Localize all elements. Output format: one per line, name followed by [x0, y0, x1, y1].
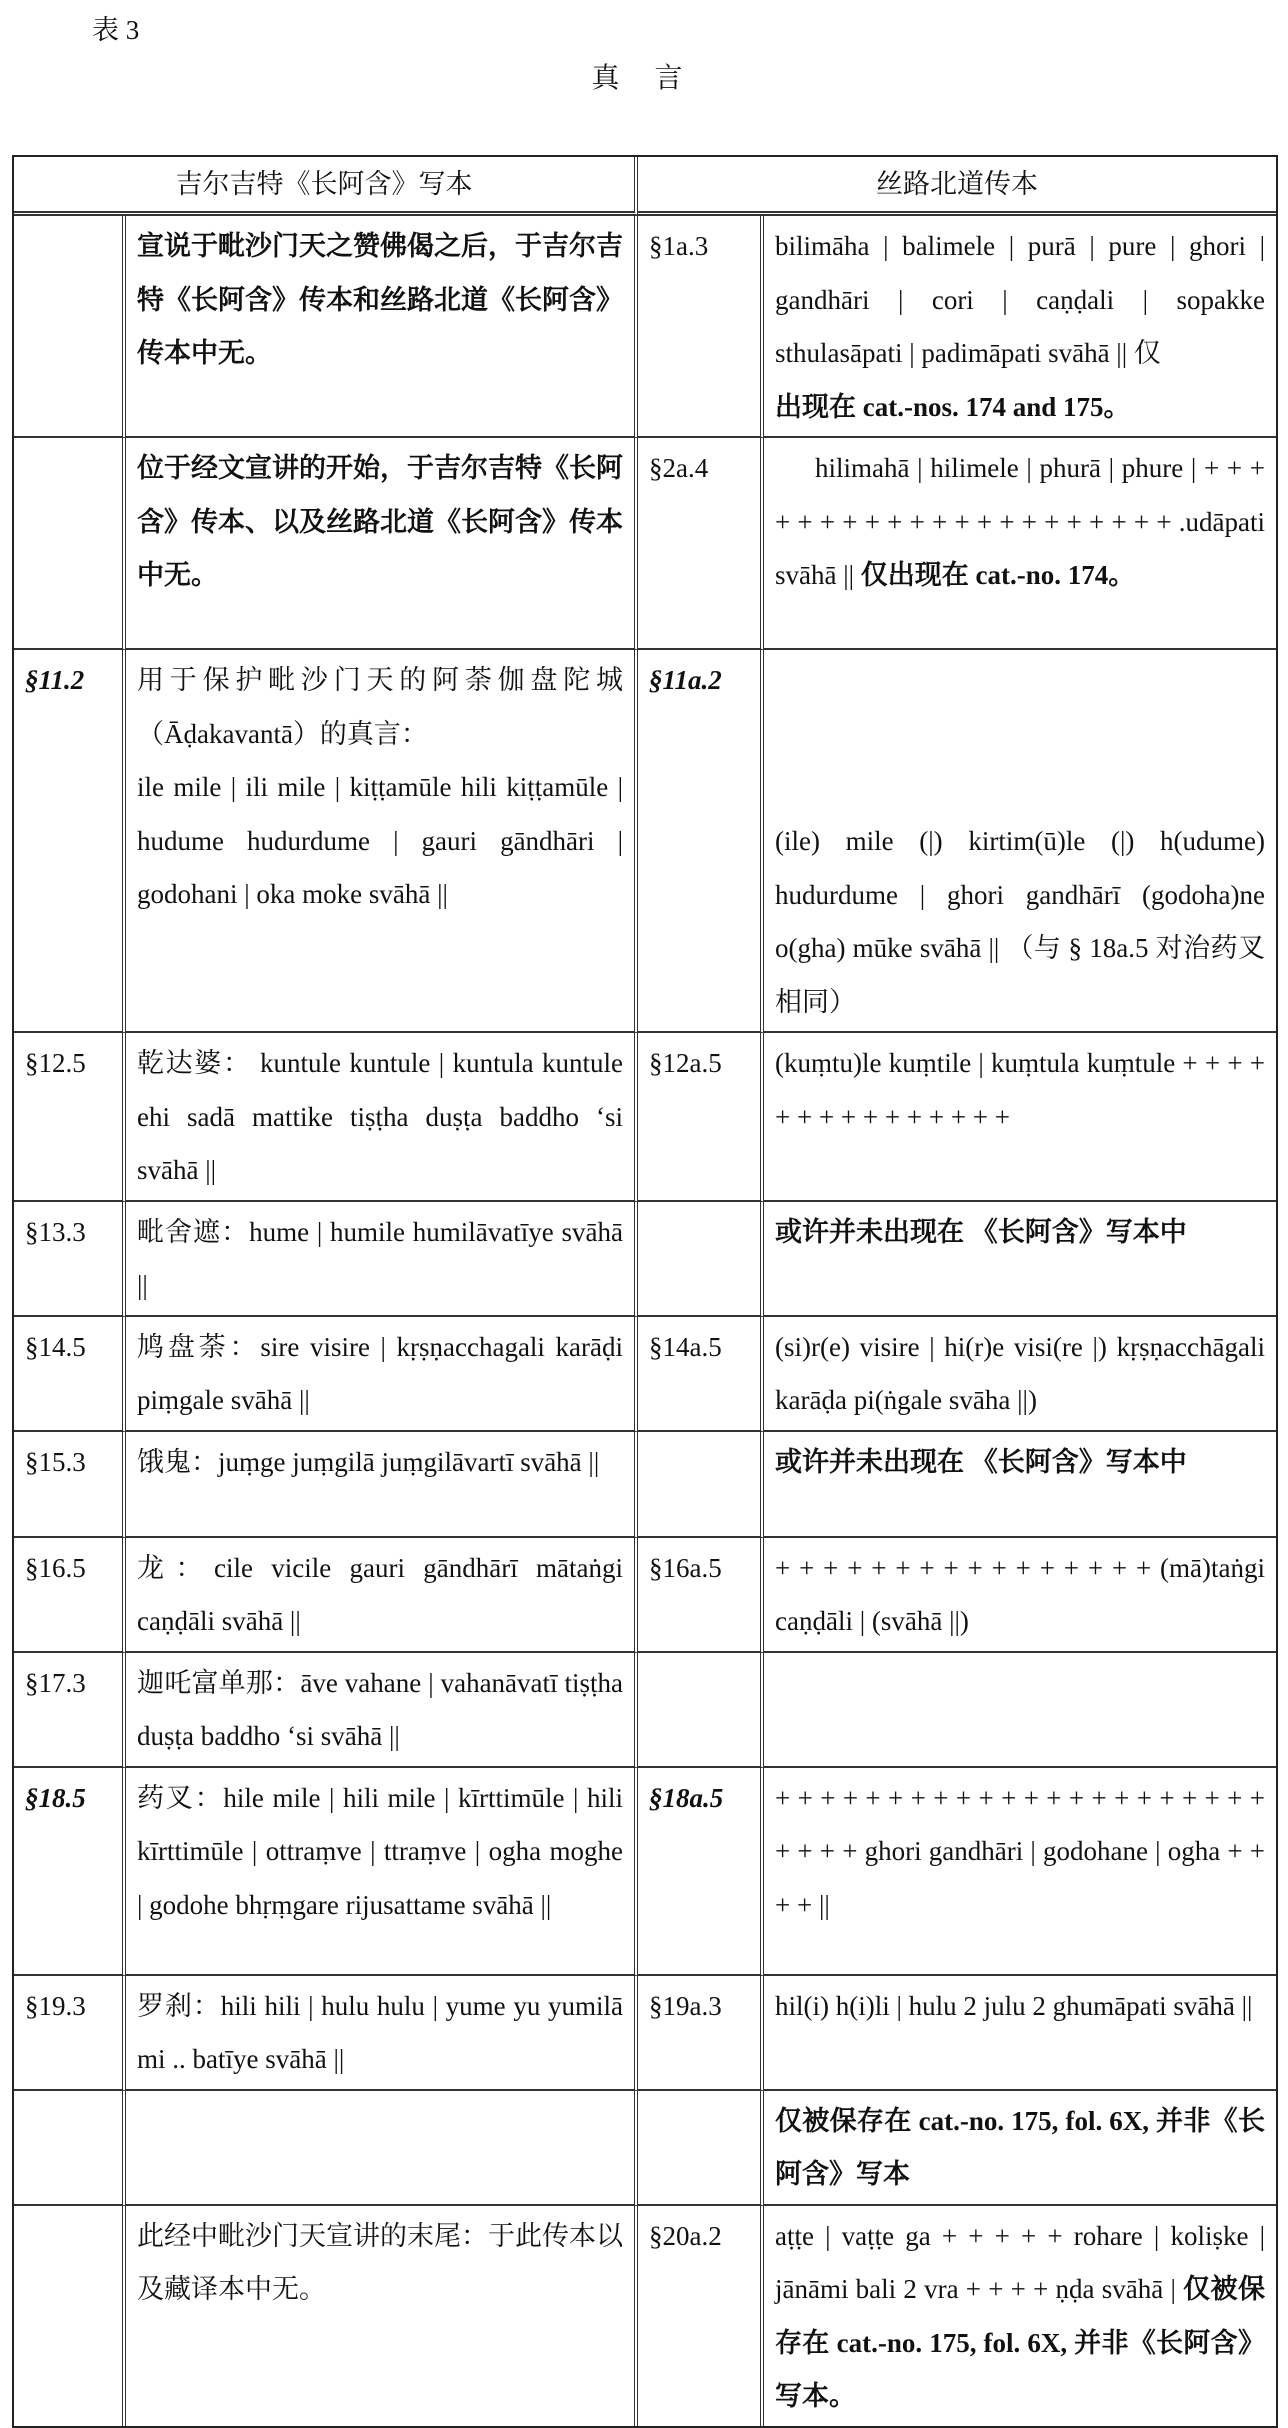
- gilgit-text: 鸠盘荼：sire visire | kṛṣṇacchagali karāḍi piṃgale svāhā ||: [126, 1317, 638, 1432]
- northern-section: §12a.5: [638, 1033, 764, 1202]
- gilgit-text: 毗舍遮：hume | humile humilāvatīye svāhā ||: [126, 1202, 638, 1317]
- page-title: 真 言: [591, 63, 697, 94]
- gilgit-text: 此经中毗沙门天宣讲的末尾：于此传本以及藏译本中无。: [126, 2206, 638, 2426]
- table-row: [14, 2206, 1276, 2426]
- gilgit-section: §12.5: [14, 1033, 126, 1202]
- northern-text: (ile) mile (|) kirtim(ū)le (|) h(udume) hudurdume | ghori gandhārī (godoha)ne o(gha) mūke svāhā || （与 § 18a.5 对治药叉相同）: [775, 826, 1265, 1017]
- table-row: [14, 1202, 1276, 1317]
- gilgit-section: §18.5: [14, 1768, 126, 1976]
- gilgit-text: [126, 2091, 638, 2206]
- northern-note: 仅出现在 cat.-no. 174。: [860, 560, 1136, 590]
- table-row: [14, 438, 1276, 650]
- table-row: [14, 1538, 1276, 1653]
- northern-text: hil(i) h(i)li | hulu 2 julu 2 ghumāpati svāhā ||: [764, 1976, 1276, 2091]
- northern-note: 仅被保存在 cat.-no. 175, fol. 6X, 并非《长阿含》写本: [764, 2091, 1276, 2206]
- northern-note: 出现在 cat.-nos. 174 and 175。: [775, 391, 1131, 422]
- gilgit-text: 龙：cile vicile gauri gāndhārī mātaṅgi caṇḍāli svāhā ||: [126, 1538, 638, 1653]
- table-row: [14, 1432, 1276, 1538]
- northern-section: [638, 1202, 764, 1317]
- northern-note: 仅被保存在 cat.-no. 175, fol. 6X, 并非《长阿含》写本。: [775, 2274, 1266, 2411]
- gilgit-section: [14, 216, 126, 438]
- northern-section: §14a.5: [638, 1317, 764, 1432]
- northern-section: §19a.3: [638, 1976, 764, 2091]
- table-row: [14, 1653, 1276, 1768]
- gilgit-section: §19.3: [14, 1976, 126, 2091]
- table-row: [14, 1033, 1276, 1202]
- northern-text: [764, 1653, 1276, 1768]
- northern-section: §20a.2: [638, 2206, 764, 2426]
- northern-section: §18a.5: [638, 1768, 764, 1976]
- table-row: [14, 1976, 1276, 2091]
- gilgit-section: [14, 2206, 126, 2426]
- table-row: [14, 650, 1276, 1033]
- table-row: [14, 216, 1276, 438]
- northern-text: + + + + + + + + + + + + + + + + (mā)taṅgi caṇḍāli | (svāhā ||): [764, 1538, 1276, 1653]
- gilgit-section: §15.3: [14, 1432, 126, 1538]
- table-row: [14, 1317, 1276, 1432]
- northern-section: [638, 1432, 764, 1538]
- gilgit-text: 药叉：hile mile | hili mile | kīrttimūle | hili kīrttimūle | ottraṃve | ttraṃve | ogha moghe | godohe bhṛṃgare rijusattame svāhā ||: [126, 1768, 638, 1976]
- gilgit-text: 乾达婆： kuntule kuntule | kuntula kuntule ehi sadā mattike tiṣṭha duṣṭa baddho ‘si svāhā ||: [126, 1033, 638, 1202]
- table-row: [14, 1768, 1276, 1976]
- header-northern-silk-road: 丝路北道传本: [638, 157, 1276, 216]
- gilgit-section: [14, 2091, 126, 2206]
- gilgit-mantra: ile mile | ili mile | kiṭṭamūle hili kiṭṭamūle | hudume hudurdume | gauri gāndhāri | godohani | oka moke svāhā ||: [137, 772, 623, 909]
- table-header-row: [14, 157, 1276, 216]
- gilgit-text: 迦吒富单那：āve vahane | vahanāvatī tiṣṭha duṣṭa baddho ‘si svāhā ||: [126, 1653, 638, 1768]
- northern-text: (kuṃtu)le kuṃtile | kuṃtula kuṃtule + + + + + + + + + + + + + + +: [764, 1033, 1276, 1202]
- northern-section: [638, 2091, 764, 2206]
- header-gilgit: 吉尔吉特《长阿含》写本: [14, 157, 638, 216]
- northern-cell: [764, 438, 1276, 650]
- table-label: 表 3: [92, 15, 140, 45]
- gilgit-text: 罗刹：hili hili | hulu hulu | yume yu yumilā mi .. batīye svāhā ||: [126, 1976, 638, 2091]
- gilgit-section: §14.5: [14, 1317, 126, 1432]
- northern-text: bilimāha | balimele | purā | pure | ghori | gandhāri | cori | caṇḍali | sopakke sthulasāpati | padimāpati svāhā || 仅: [775, 231, 1265, 368]
- gilgit-text: 宣说于毗沙门天之赞佛偈之后，于吉尔吉特《长阿含》传本和丝路北道《长阿含》传本中无。: [126, 216, 638, 438]
- northern-cell: [764, 2206, 1276, 2426]
- gilgit-text: 位于经文宣讲的开始，于吉尔吉特《长阿含》传本、以及丝路北道《长阿含》传本中无。: [126, 438, 638, 650]
- northern-text: + + + + + + + + + + + + + + + + + + + + + + + + + + ghori gandhāri | godohane | ogha + + + + ||: [764, 1768, 1276, 1976]
- northern-cell: [764, 216, 1276, 438]
- northern-section: §2a.4: [638, 438, 764, 650]
- mantra-table: [12, 155, 1278, 2428]
- northern-text: hilimahā | hilimele | phurā | phure | + + + + + + + + + + + + + + + + + + + + + .udāpati svāhā ||: [775, 453, 1265, 590]
- northern-cell: [764, 650, 1276, 1033]
- table-row: [14, 2091, 1276, 2206]
- gilgit-section: §13.3: [14, 1202, 126, 1317]
- northern-section: [638, 1653, 764, 1768]
- gilgit-section: §11.2: [14, 650, 126, 1033]
- gilgit-text: 饿鬼：juṃge juṃgilā juṃgilāvartī svāhā ||: [126, 1432, 638, 1538]
- northern-note: 或许并未出现在 《长阿含》写本中: [764, 1432, 1276, 1538]
- gilgit-text: 用于保护毗沙门天的阿荼伽盘陀城（Āḍakavantā）的真言：: [137, 665, 623, 749]
- northern-note: 或许并未出现在 《长阿含》写本中: [764, 1202, 1276, 1317]
- northern-text: aṭṭe | vaṭṭe ga + + + + + rohare | koliṣke | jānāmi bali 2 vra + + + + ṇḍa svāhā |: [775, 2220, 1265, 2304]
- gilgit-cell: [126, 650, 638, 1033]
- northern-section: §11a.2: [638, 650, 764, 1033]
- northern-section: §16a.5: [638, 1538, 764, 1653]
- gilgit-section: §16.5: [14, 1538, 126, 1653]
- gilgit-section: §17.3: [14, 1653, 126, 1768]
- northern-text: (si)r(e) visire | hi(r)e visi(re |) kṛṣṇacchāgali karāḍa pi(ṅgale svāha ||): [764, 1317, 1276, 1432]
- northern-section: §1a.3: [638, 216, 764, 438]
- gilgit-section: [14, 438, 126, 650]
